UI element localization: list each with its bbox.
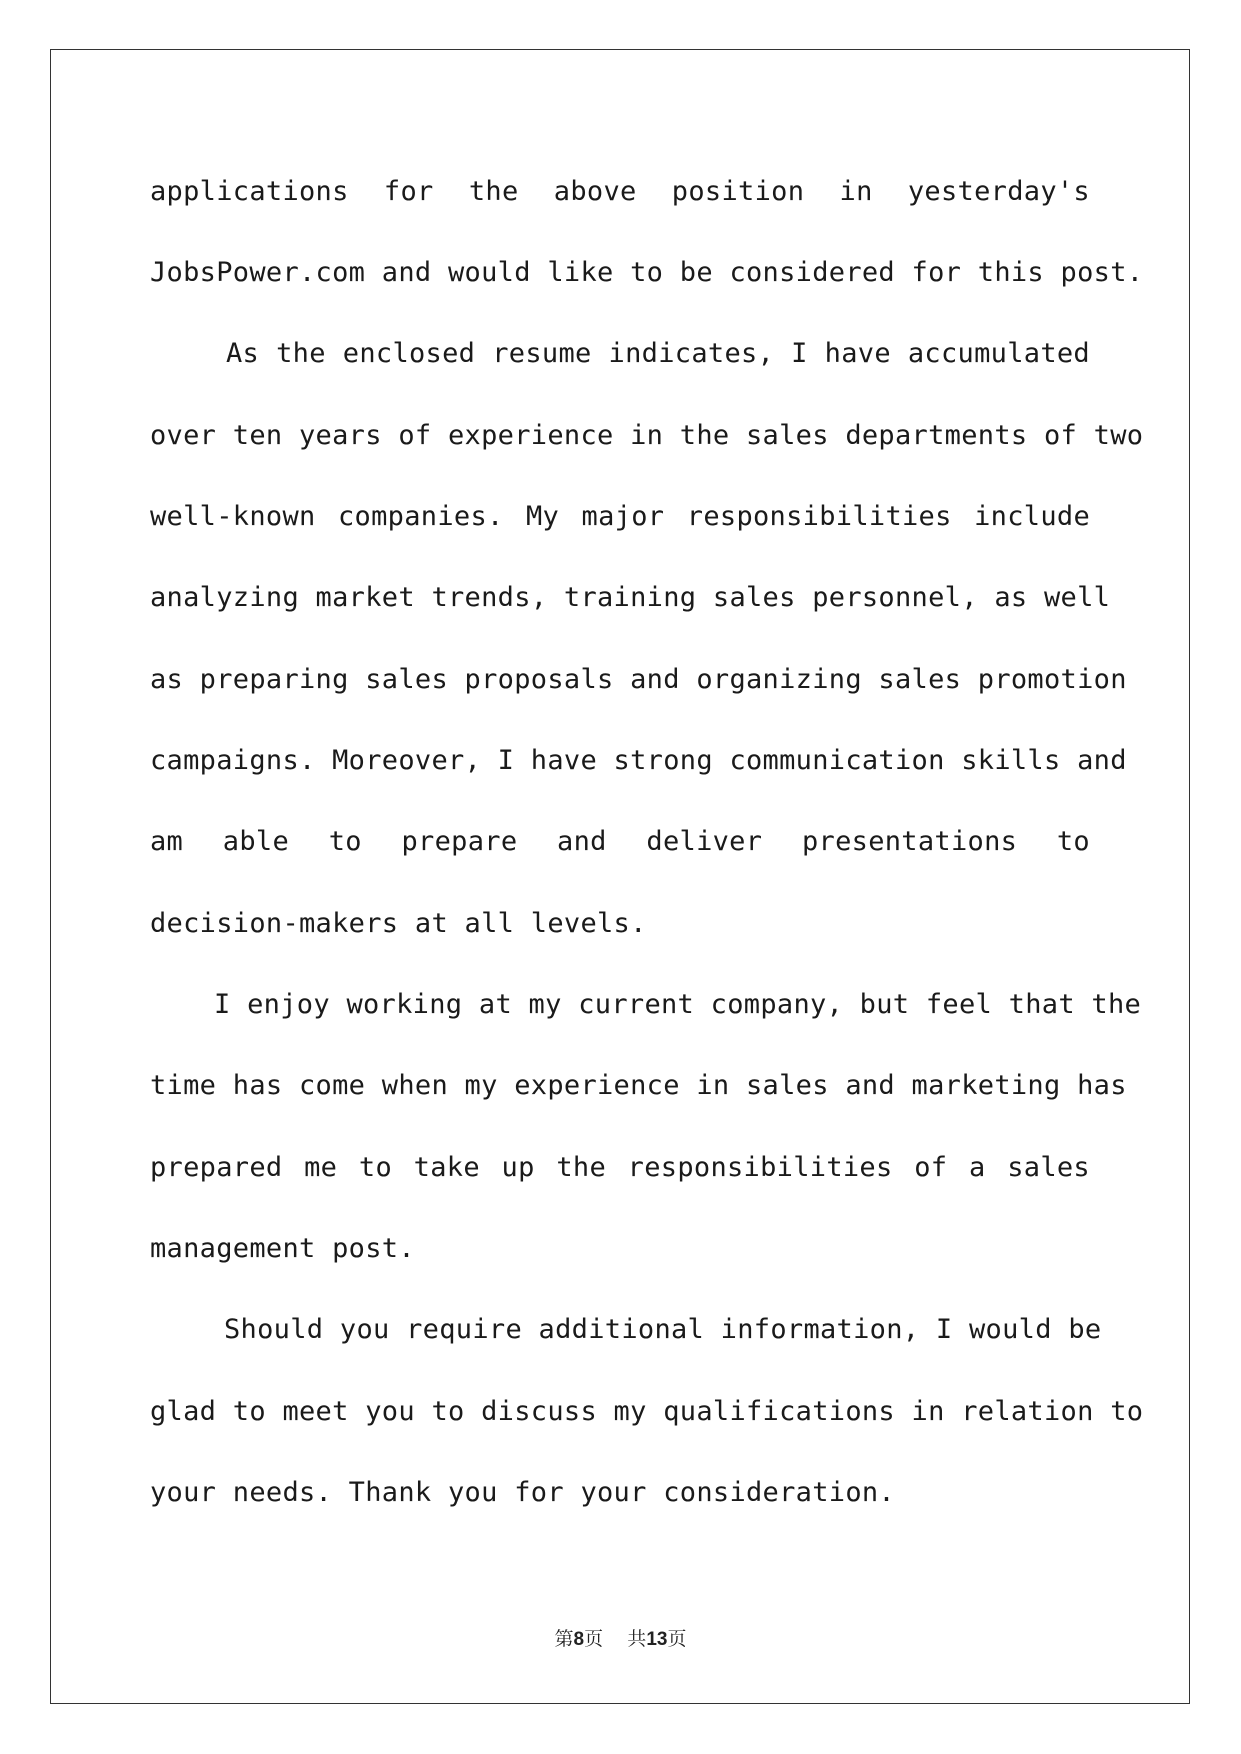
text-line: your needs. Thank you for your consideration. [150,1477,895,1508]
text-line: as preparing sales proposals and organizing sales promotion [150,664,1127,695]
text-line: applications for the above position in yesterday's [150,176,1090,207]
total-pages: 13 [646,1629,668,1650]
total-suffix: 页 [667,1628,687,1650]
total-prefix: 共 [627,1628,647,1650]
page-suffix: 页 [584,1628,604,1650]
text-line: well-known companies. My major responsibilities include [150,501,1090,532]
text-line: As the enclosed resume indicates, I have accumulated [226,338,1090,369]
text-line: I enjoy working at my current company, but feel that the [214,989,1142,1020]
text-line: over ten years of experience in the sales departments of two [150,420,1144,451]
text-line: glad to meet you to discuss my qualifications in relation to [150,1396,1144,1427]
text-line: campaigns. Moreover, I have strong communication skills and [150,745,1127,776]
page-number: 8 [573,1629,585,1650]
page-footer [0,1627,1241,1652]
text-line: management post. [150,1233,415,1264]
text-line: JobsPower.com and would like to be considered for this post. [150,257,1144,288]
text-line: prepared me to take up the responsibilities of a sales [150,1152,1090,1183]
page-prefix: 第 [554,1628,574,1650]
text-line: time has come when my experience in sales and marketing has [150,1070,1127,1101]
text-line: decision-makers at all levels. [150,908,647,939]
text-line: am able to prepare and deliver presentations to [150,826,1090,857]
page-border [50,49,1190,1704]
text-line: Should you require additional information, I would be [224,1314,1102,1345]
text-line: analyzing market trends, training sales personnel, as well [150,582,1111,613]
